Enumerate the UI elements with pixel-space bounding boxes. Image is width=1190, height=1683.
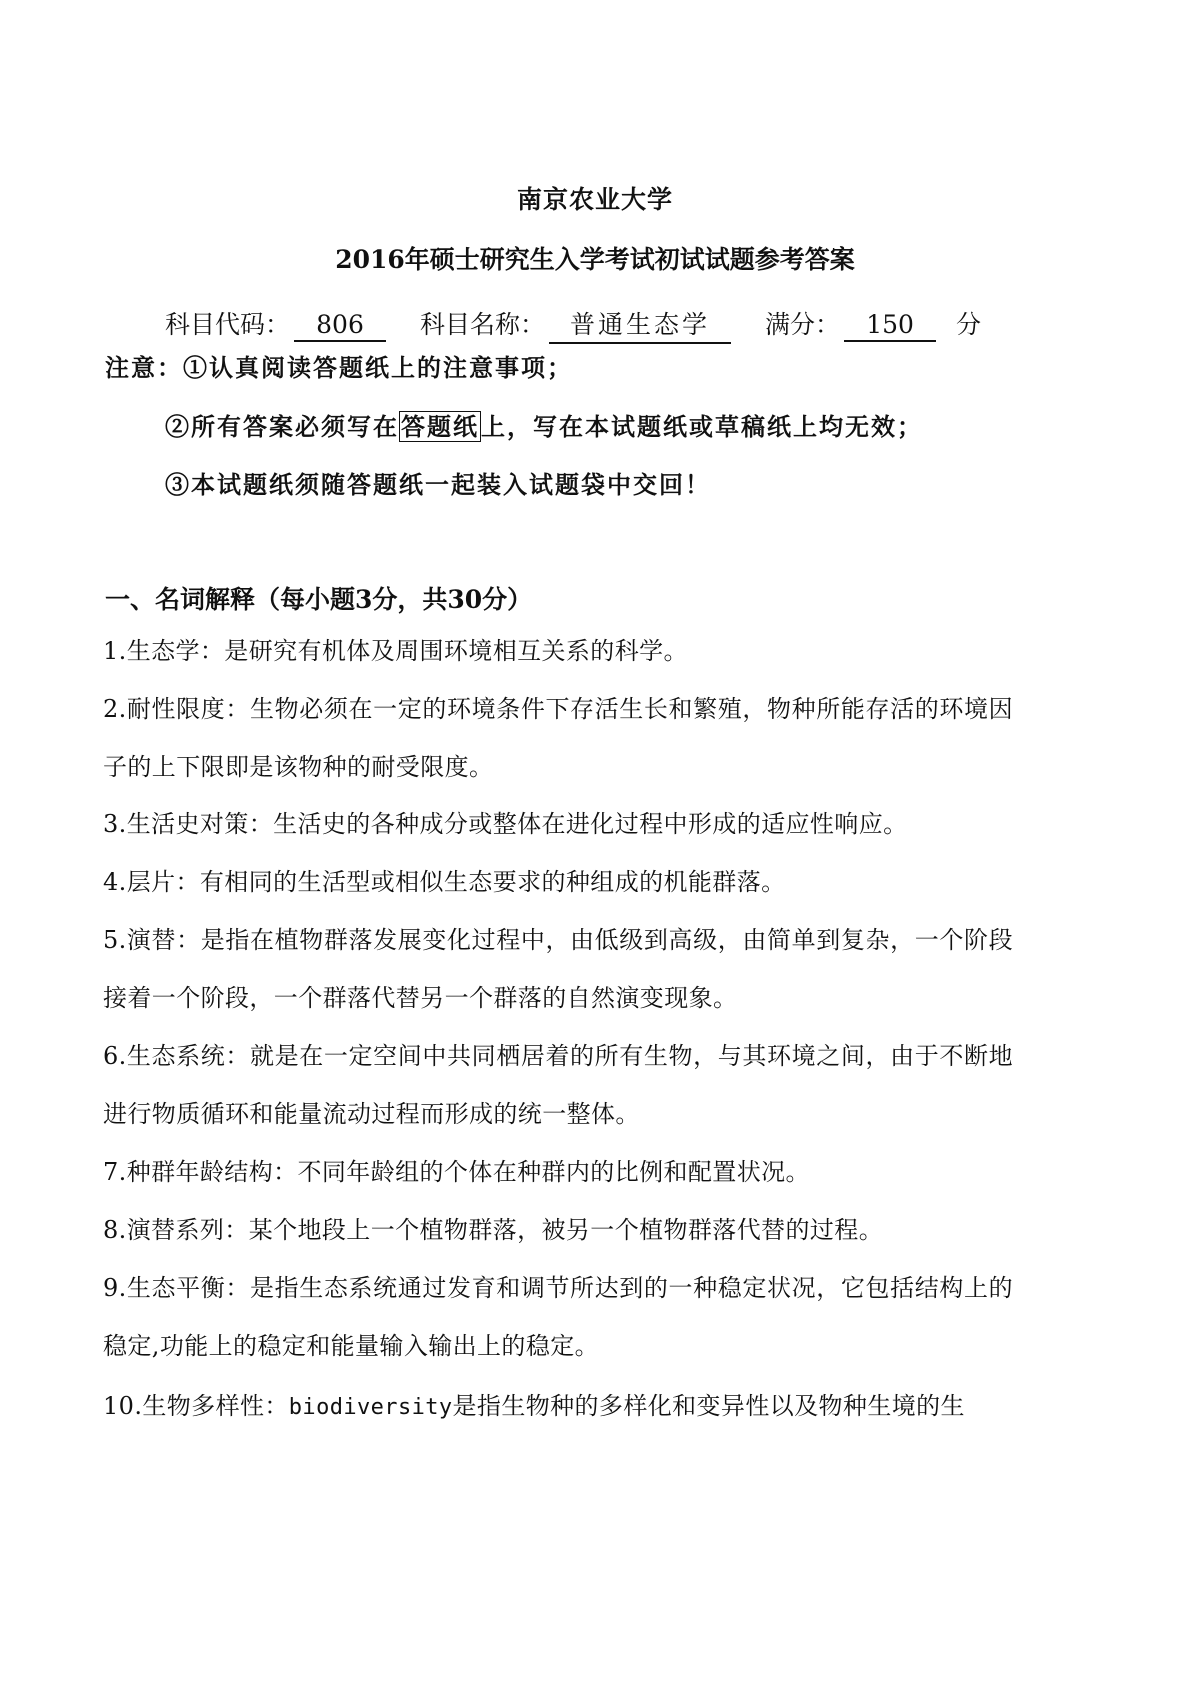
term-definition-5: 5.演替：是指在植物群落发展变化过程中，由低级到高级，由简单到复杂，一个阶段接着一个阶段，一个群落代替另一个群落的自然演变现象。 bbox=[103, 926, 1013, 1012]
term-definition-7: 7.种群年龄结构：不同年龄组的个体在种群内的比例和配置状况。 bbox=[103, 1158, 810, 1186]
term-definition-8: 8.演替系列：某个地段上一个植物群落，被另一个植物群落代替的过程。 bbox=[103, 1216, 884, 1244]
notice-item-3: ③本试题纸须随答题纸一起装入试题袋中交回！ bbox=[165, 470, 711, 499]
subject-info-row bbox=[165, 305, 981, 344]
full-score-value: 150 bbox=[844, 310, 936, 342]
notice-item-2-prefix: ②所有答案必须写在 bbox=[165, 412, 399, 441]
term-definition-4: 4.层片：有相同的生活型或相似生态要求的种组成的机能群落。 bbox=[103, 868, 786, 896]
answer-sheet-boxed-term: 答题纸 bbox=[401, 412, 479, 441]
term-definition-6: 6.生态系统：就是在一定空间中共同栖居着的所有生物，与其环境之间，由于不断地进行物质循环和能量流动过程而形成的统一整体。 bbox=[103, 1042, 1013, 1128]
term-definition-1: 1.生态学：是研究有机体及周围环境相互关系的科学。 bbox=[103, 637, 688, 665]
term-10-suffix: 是指生物种的多样化和变异性以及物种生境的生 bbox=[452, 1392, 965, 1420]
university-name: 南京农业大学 bbox=[516, 185, 673, 214]
section-heading-terms: 一、名词解释（每小题3分，共30分） bbox=[105, 585, 533, 614]
term-10-prefix: 10.生物多样性： bbox=[103, 1392, 289, 1420]
term-definition-10 bbox=[103, 1378, 1013, 1437]
subject-name-label: 科目名称： bbox=[420, 310, 546, 339]
notice-item-1: 注意：①认真阅读答题纸上的注意事项； bbox=[105, 353, 573, 382]
term-10-english: biodiversity bbox=[288, 1395, 453, 1420]
subject-name-value: 普通生态学 bbox=[549, 305, 731, 344]
term-definition-3: 3.生活史对策：生活史的各种成分或整体在进化过程中形成的适应性响应。 bbox=[103, 810, 908, 838]
term-definition-9: 9.生态平衡：是指生态系统通过发育和调节所达到的一种稳定状况，它包括结构上的稳定,功能上的稳定和能量输入输出上的稳定。 bbox=[103, 1274, 1013, 1360]
subject-code-label: 科目代码： bbox=[165, 310, 291, 339]
notice-item-2-suffix: 上，写在本试题纸或草稿纸上均无效； bbox=[481, 412, 923, 441]
full-score-label: 满分： bbox=[765, 310, 841, 339]
score-unit: 分 bbox=[956, 310, 982, 339]
exam-title: 2016年硕士研究生入学考试初试试题参考答案 bbox=[335, 245, 855, 274]
notice-item-2 bbox=[165, 407, 923, 442]
subject-code-value: 806 bbox=[294, 310, 386, 342]
term-definition-2: 2.耐性限度：生物必须在一定的环境条件下存活生长和繁殖，物种所能存活的环境因子的上下限即是该物种的耐受限度。 bbox=[103, 695, 1013, 781]
